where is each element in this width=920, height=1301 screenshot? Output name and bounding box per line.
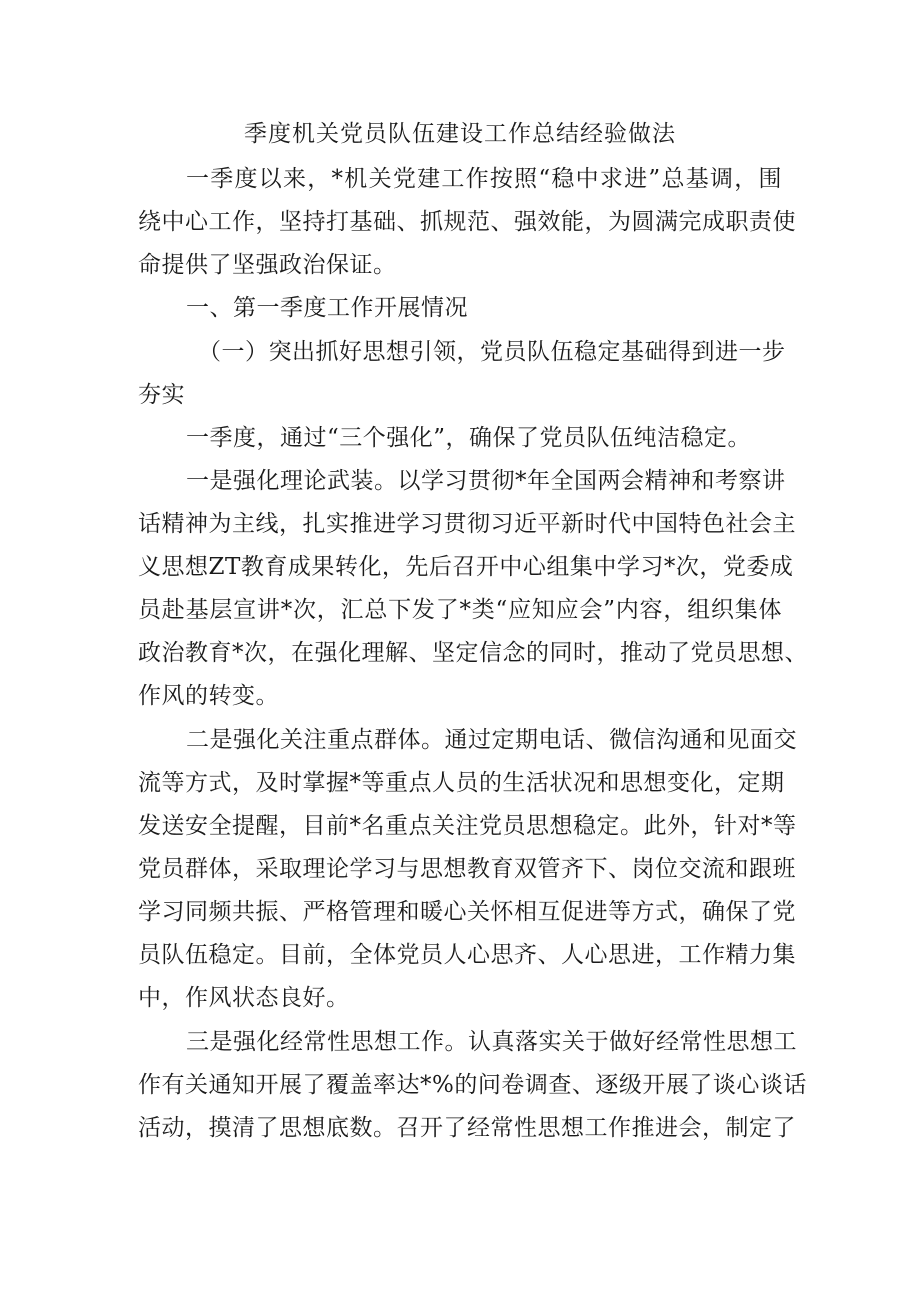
- paragraph-line: 员队伍稳定。目前，全体党员人心思齐、人心思进，工作精力集: [138, 942, 796, 968]
- paragraph-line: 命提供了坚强政治保证。: [138, 252, 397, 278]
- paragraph-line: 党员群体，采取理论学习与思想教育双管齐下、岗位交流和跟班: [138, 856, 796, 882]
- paragraph-line: 员赴基层宣讲*次，汇总下发了*类“应知应会”内容，组织集体: [138, 597, 782, 623]
- paragraph-line: 一是强化理论武装。以学习贯彻*年全国两会精神和考察讲: [186, 468, 786, 494]
- paragraph-line: 二是强化关注重点群体。通过定期电话、微信沟通和见面交: [186, 727, 797, 753]
- paragraph-line: 中，作风状态良好。: [138, 985, 350, 1011]
- subsection-heading-continued: 夯实: [138, 382, 185, 408]
- paragraph-line: 学习同频共振、严格管理和暖心关怀相互促进等方式，确保了党: [138, 899, 796, 925]
- paragraph-line: 义思想ZT教育成果转化，先后召开中心组集中学习*次，党委成: [138, 554, 794, 580]
- paragraph-line: 活动，摸清了思想底数。召开了经常性思想工作推进会，制定了: [138, 1115, 796, 1141]
- paragraph-line: 流等方式，及时掌握*等重点人员的生活状况和思想变化，定期: [138, 770, 785, 796]
- paragraph-line: 政治教育*次，在强化理解、坚定信念的同时，推动了党员思想、: [138, 640, 808, 666]
- document-title: 季度机关党员队伍建设工作总结经验做法: [244, 121, 676, 147]
- paragraph-line: 话精神为主线，扎实推进学习贯彻习近平新时代中国特色社会主: [138, 511, 796, 537]
- paragraph-line: 绕中心工作，坚持打基础、抓规范、强效能，为圆满完成职责使: [138, 209, 796, 235]
- paragraph-line: 作风的转变。: [138, 683, 279, 709]
- paragraph-line: 三是强化经常性思想工作。认真落实关于做好经常性思想工: [186, 1029, 797, 1055]
- paragraph-line: 作有关通知开展了覆盖率达*%的问卷调查、逐级开展了谈心谈话: [138, 1072, 807, 1098]
- paragraph-line: 一季度，通过“三个强化”，确保了党员队伍纯洁稳定。: [186, 425, 752, 451]
- subsection-heading: （一）突出抓好思想引领，党员队伍稳定基础得到进一步: [198, 339, 786, 365]
- section-heading: 一、第一季度工作开展情况: [186, 295, 468, 321]
- paragraph-line: 发送安全提醒，目前*名重点关注党员思想稳定。此外，针对*等: [138, 813, 797, 839]
- paragraph-line: 一季度以来，*机关党建工作按照“稳中求进”总基调，围: [186, 166, 782, 192]
